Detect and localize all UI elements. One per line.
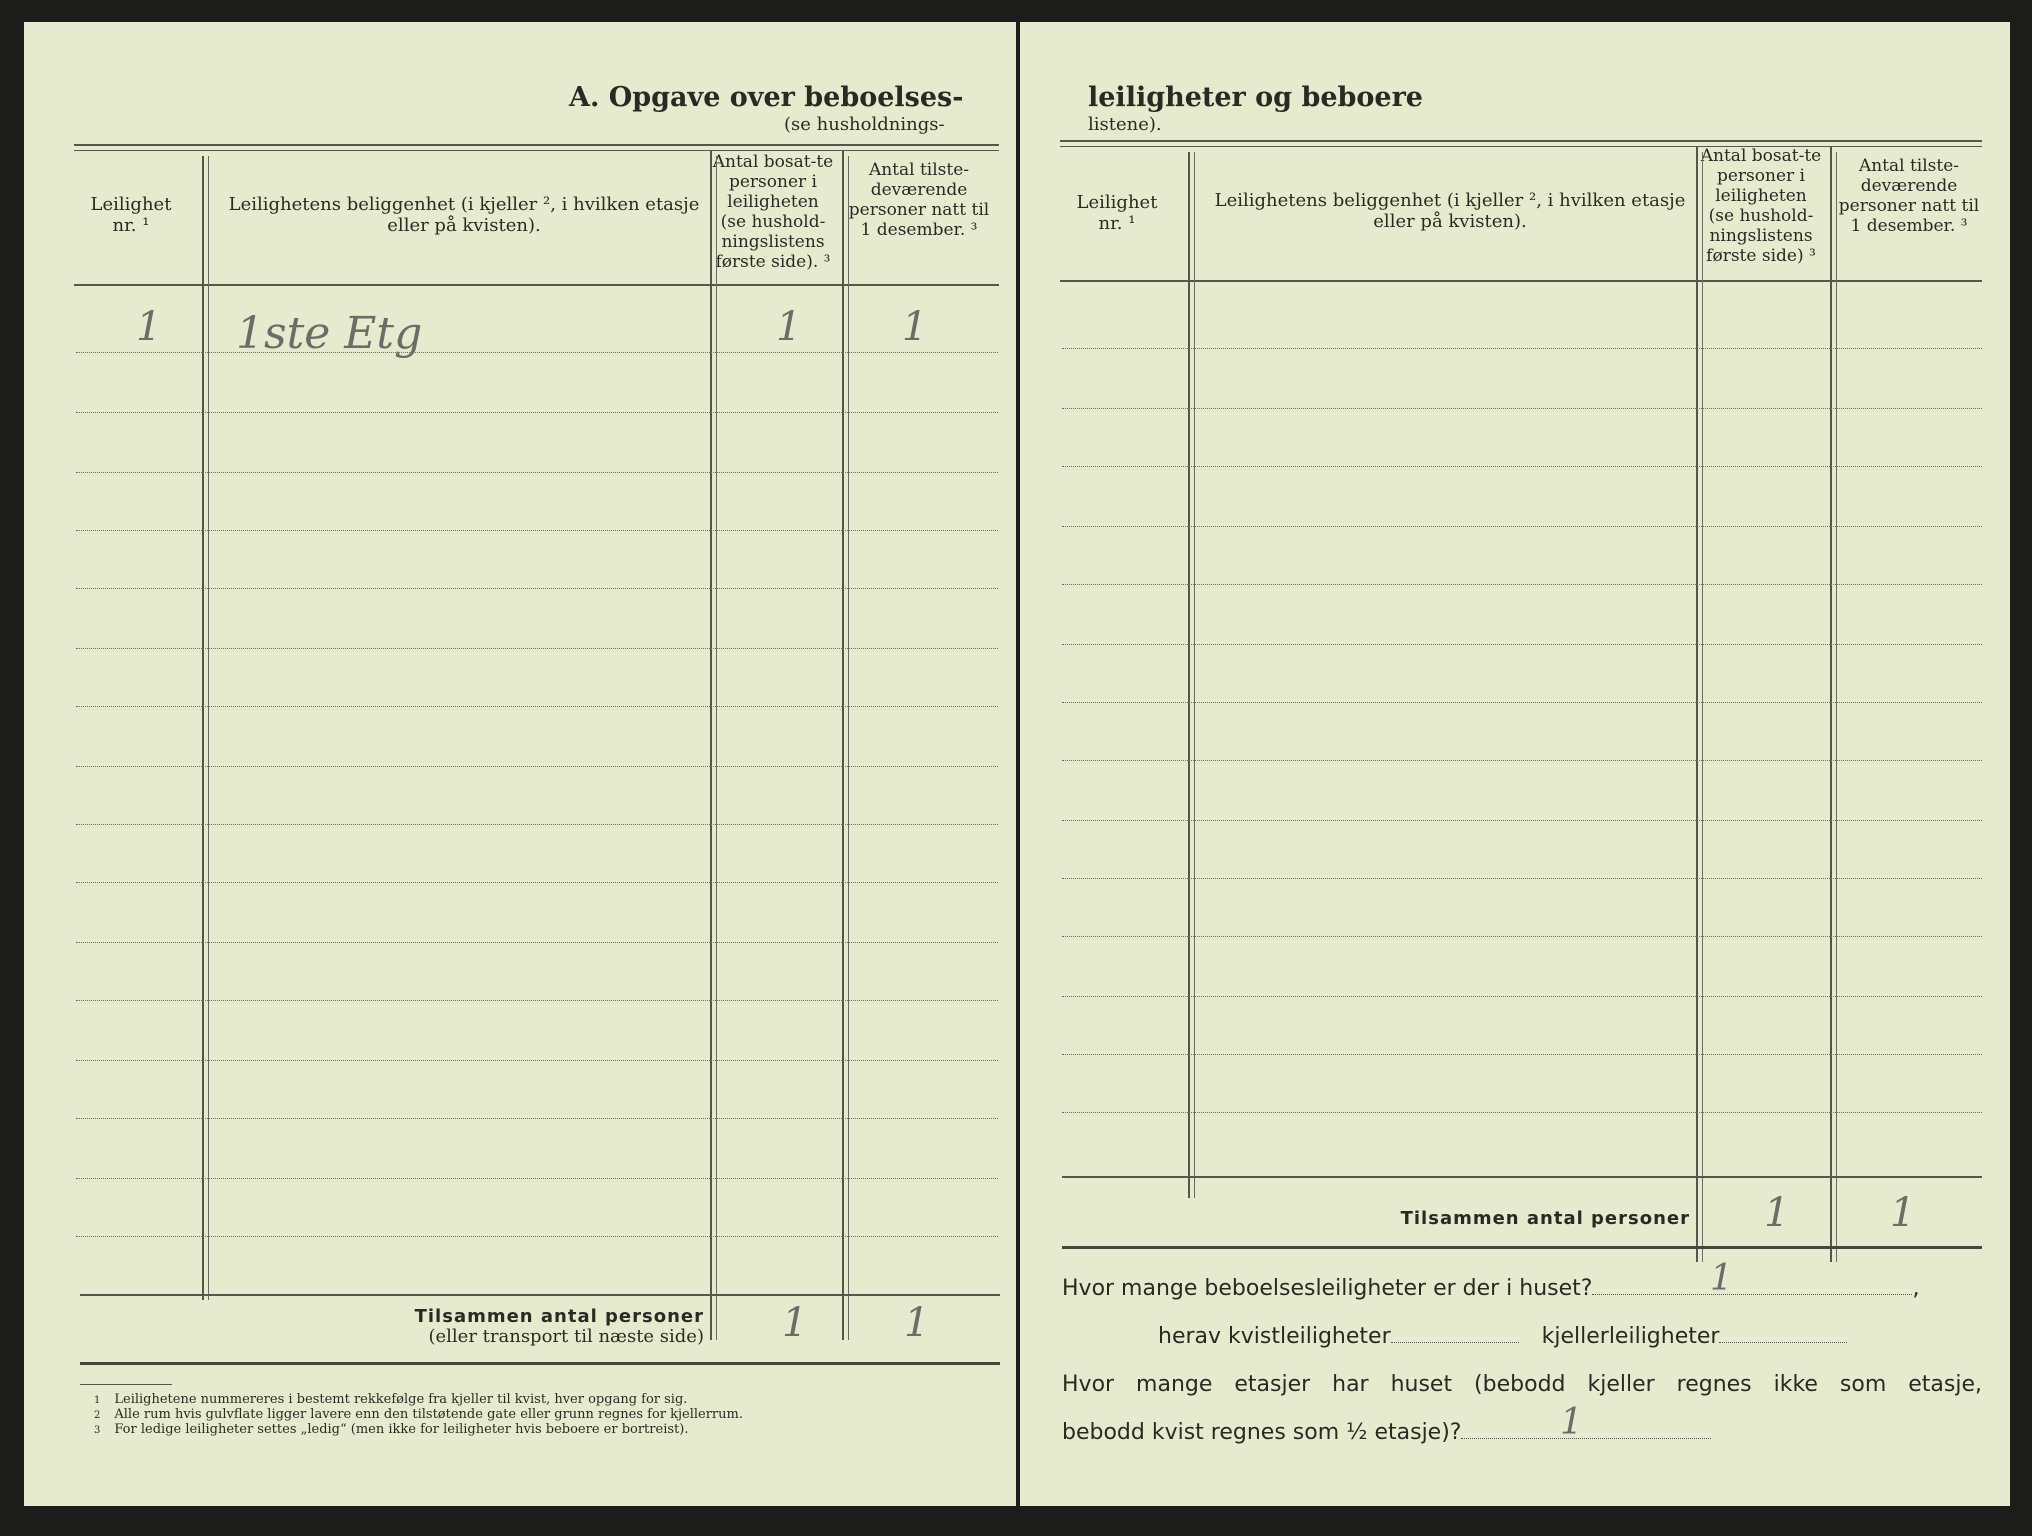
footnote-1: 1 Leilighetene nummereres i bestemt rekkefølge fra kjeller til kvist, hver opgang for sig. <box>94 1392 688 1407</box>
question-3-answer: 1 <box>1560 1402 1583 1443</box>
row1-nr: 1 <box>136 304 162 350</box>
question-3-line1: Hvor mange etasjer har huset (bebodd kjeller regnes ikke som etasje, <box>1062 1372 1982 1397</box>
right-top-rule <box>1060 140 1982 142</box>
right-header-location: Leilighetens beliggenhet (i kjeller ², i hvilken etasje eller på kvisten). <box>1214 190 1686 232</box>
left-header-present: Antal tilste-deværende personer natt til 1 desember. ³ <box>848 160 990 240</box>
right-header-rule <box>1060 280 1982 282</box>
right-total-label: Tilsammen antal personer <box>1400 1208 1690 1229</box>
left-header-residents: Antal bosat-te personer i leiligheten (se hushold-ningslistens første side). ³ <box>712 152 834 272</box>
left-total-label: Tilsammen antal personer <box>414 1306 704 1327</box>
question-2: herav kvistleiligheter kjellerleiligheter <box>1158 1324 1847 1349</box>
right-total-residents: 1 <box>1764 1190 1790 1236</box>
right-subtitle: listene). <box>1088 114 1162 135</box>
question-1-answer: 1 <box>1710 1258 1733 1299</box>
top-rule <box>74 144 999 146</box>
question-1: Hvor mange beboelsesleiligheter er der i huset? , <box>1062 1276 1920 1301</box>
col-line-3b <box>848 156 849 1340</box>
total-rule-bottom <box>80 1362 1000 1365</box>
right-col-line-3 <box>1830 146 1832 1262</box>
right-col-line-1b <box>1194 152 1195 1198</box>
left-title: A. Opgave over beboelses- <box>569 82 964 113</box>
left-header-nr: Leilighet nr. ¹ <box>90 194 172 236</box>
row1-present: 1 <box>902 304 928 350</box>
right-total-rule-bottom <box>1062 1246 1982 1249</box>
right-header-residents: Antal bosat-te personer i leiligheten (se hushold-ningslistens første side) ³ <box>1700 146 1822 266</box>
right-total-rule-top <box>1062 1176 1982 1178</box>
col-line-1 <box>202 156 204 1300</box>
row1-location: 1ste Etg <box>236 308 423 359</box>
right-title: leiligheter og beboere <box>1088 82 1423 113</box>
left-header-location: Leilighetens beliggenhet (i kjeller ², i hvilken etasje eller på kvisten). <box>228 194 700 236</box>
right-col-line-2b <box>1702 152 1703 1262</box>
right-col-line-3b <box>1836 152 1837 1262</box>
row1-residents: 1 <box>776 304 802 350</box>
footnotes <box>94 1392 743 1437</box>
col-line-2 <box>710 150 712 1340</box>
left-total-residents: 1 <box>782 1300 808 1346</box>
footnote-3: 3 For ledige leiligheter settes „ledig“ (men ikke for leiligheter hvis beboere er bortreist). <box>94 1422 689 1437</box>
right-total-present: 1 <box>1890 1190 1916 1236</box>
left-page <box>24 22 1016 1506</box>
right-col-line-2 <box>1696 146 1698 1262</box>
right-top-rule-2 <box>1060 146 1982 147</box>
right-header-present: Antal tilste-deværende personer natt til 1 desember. ³ <box>1838 156 1980 236</box>
left-total-sub: (eller transport til næste side) <box>428 1326 704 1347</box>
footnote-2: 2 Alle rum hvis gulvflate ligger lavere enn den tilstøtende gate eller grunn regnes for kjellerrum. <box>94 1407 743 1422</box>
header-rule <box>74 284 999 286</box>
total-rule-top <box>80 1294 1000 1296</box>
right-col-line-1 <box>1188 152 1190 1198</box>
right-page <box>1020 22 2010 1506</box>
col-line-3 <box>842 150 844 1340</box>
left-subtitle: (se husholdnings- <box>784 114 945 135</box>
question-3-line2: bebodd kvist regnes som ½ etasje)? <box>1062 1420 1711 1445</box>
right-header-nr: Leilighet nr. ¹ <box>1076 192 1158 234</box>
col-line-1b <box>208 156 209 1300</box>
top-rule-2 <box>74 150 999 151</box>
col-line-2b <box>716 156 717 1340</box>
footnote-rule <box>80 1384 172 1385</box>
left-total-present: 1 <box>904 1300 930 1346</box>
